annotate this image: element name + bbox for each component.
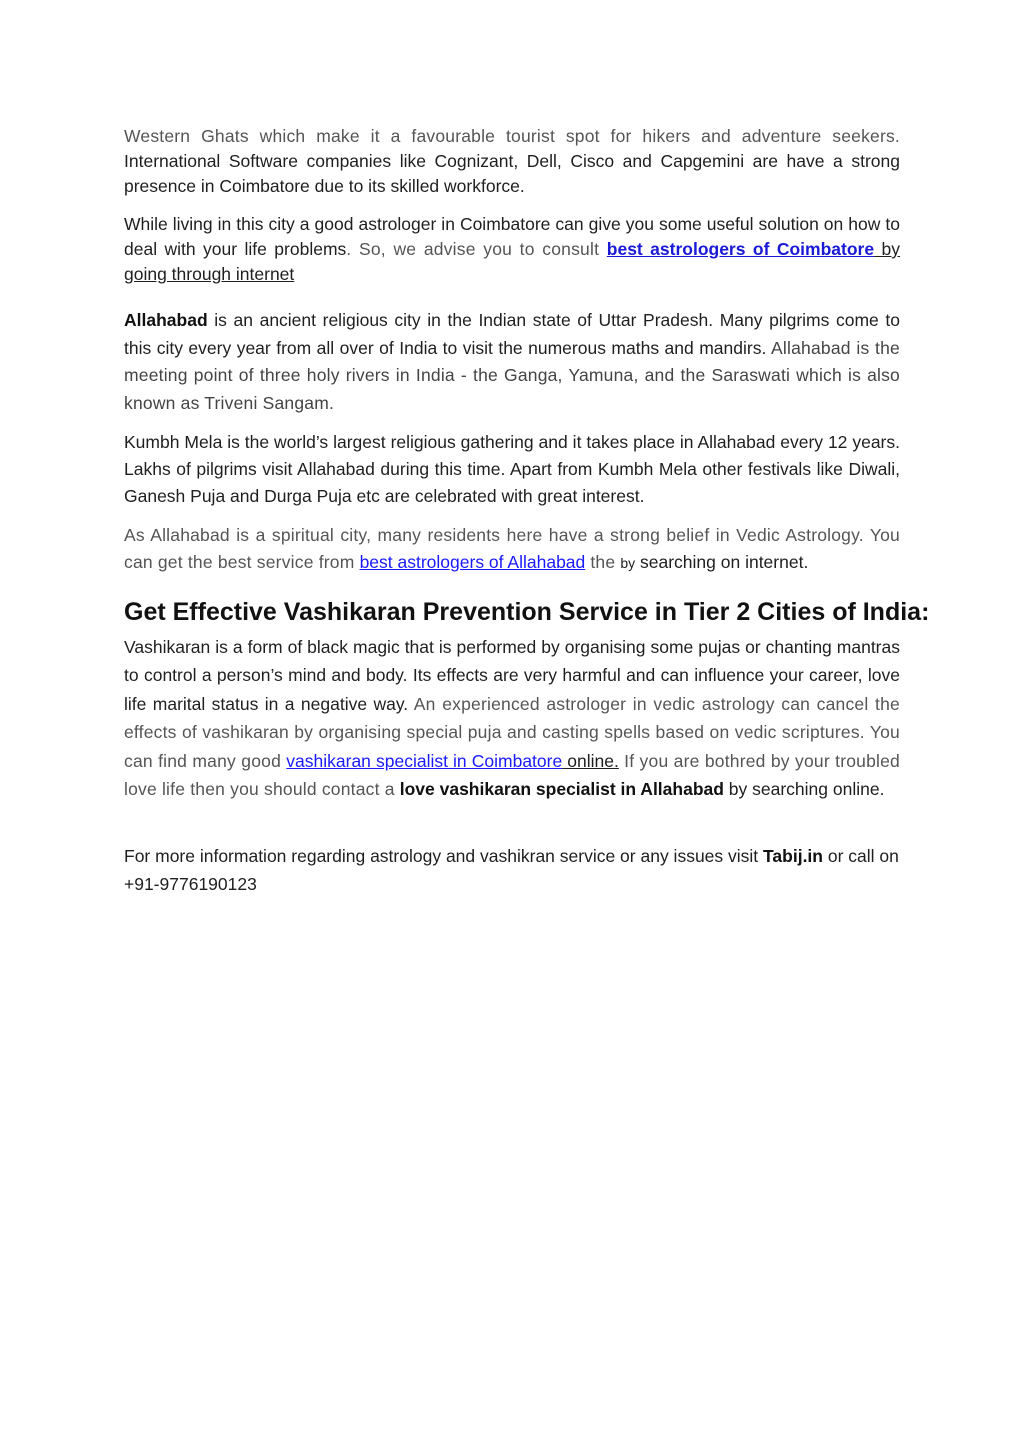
text-searching-online: by searching online. [723, 779, 885, 800]
paragraph-coimbatore-intro [124, 124, 900, 199]
section-heading: Get Effective Vashikaran Prevention Service in Tier 2 Cities of India: [124, 598, 930, 626]
text-ancient-city: is an ancient religious city in the Indian state of Uttar Pradesh. Many pilgrims come to this city every year from all over of India to visit the numerous maths and mandirs. [124, 310, 900, 358]
link-best-astrologers-coimbatore[interactable]: best astrologers of Coimbatore [606, 239, 875, 259]
text-holy-rivers: Allahabad is the meeting point of three holy rivers in India - the Ganga, Yamuna, and the Saraswati which is also known as Triveni Sangam. [124, 337, 900, 413]
paragraph-vashikaran [124, 633, 900, 803]
page-content [124, 124, 930, 912]
paragraph-more-information [124, 843, 900, 898]
text-online: online. [562, 750, 619, 771]
text-troubled-love-life: If you are bothred by your troubled love life then you should contact a [124, 750, 900, 800]
link-best-astrologers-allahabad[interactable]: best astrologers of Allahabad [359, 552, 586, 572]
text-call-number: or call on +91-9776190123 [124, 846, 899, 894]
text-experienced-astrologer: An experienced astrologer in vedic astrology can cancel the effects of vashikaran by organising special puja and casting spells based on vedic scriptures. You can find many good [124, 693, 900, 771]
text-the: the [585, 552, 621, 572]
text-western-ghats: Western Ghats which make it a favourable tourist spot for hikers and adventure seekers. [124, 126, 900, 146]
paragraph-spiritual-city [124, 522, 900, 577]
text-period: . [346, 239, 352, 259]
paragraph-allahabad [124, 307, 900, 417]
text-advise: So, we advise you to consult [351, 239, 607, 259]
text-more-information: For more information regarding astrology and vashikran service or any issues visit [124, 846, 764, 867]
text-vashikaran-definition: Vashikaran is a form of black magic that is performed by organising some pujas or chanting mantras to control a person’s mind and body. Its effects are very harmful and can influence your career, love life marital status in a negative way. [124, 637, 900, 714]
text-searching-internet: searching on internet. [635, 552, 809, 572]
text-kumbh-mela: Kumbh Mela is the world’s largest religious gathering and it takes place in Allahabad every 12 years. Lakhs of pilgrims visit Allahabad during this time. Apart from Kumbh Mela other festivals like Diwali, Ganesh Puja and Durga Puja etc are celebrated with great interest. [124, 432, 900, 506]
text-spiritual-city: As Allahabad is a spiritual city, many residents here have a strong belief in Vedic Astrology. You can get the best service from [124, 525, 900, 572]
text-living-in-city: While living in this city a good astrologer in Coimbatore can give you some useful solution on how to deal with your life problems [124, 214, 900, 259]
text-going-through-internet: by going through internet [124, 239, 900, 284]
paragraph-astrologer-coimbatore [124, 212, 900, 287]
text-by: by [620, 555, 636, 571]
text-allahabad-bold: Allahabad [124, 310, 208, 330]
paragraph-kumbh-mela [124, 429, 900, 510]
text-software-companies: International Software companies like Cognizant, Dell, Cisco and Capgemini are have a strong presence in Coimbatore due to its skilled workforce. [124, 151, 900, 196]
link-vashikaran-specialist-coimbatore[interactable]: vashikaran specialist in Coimbatore [286, 750, 563, 771]
text-love-vashikaran-specialist: love vashikaran specialist in Allahabad [399, 779, 724, 800]
text-tabij-site: Tabij.in [763, 846, 823, 867]
